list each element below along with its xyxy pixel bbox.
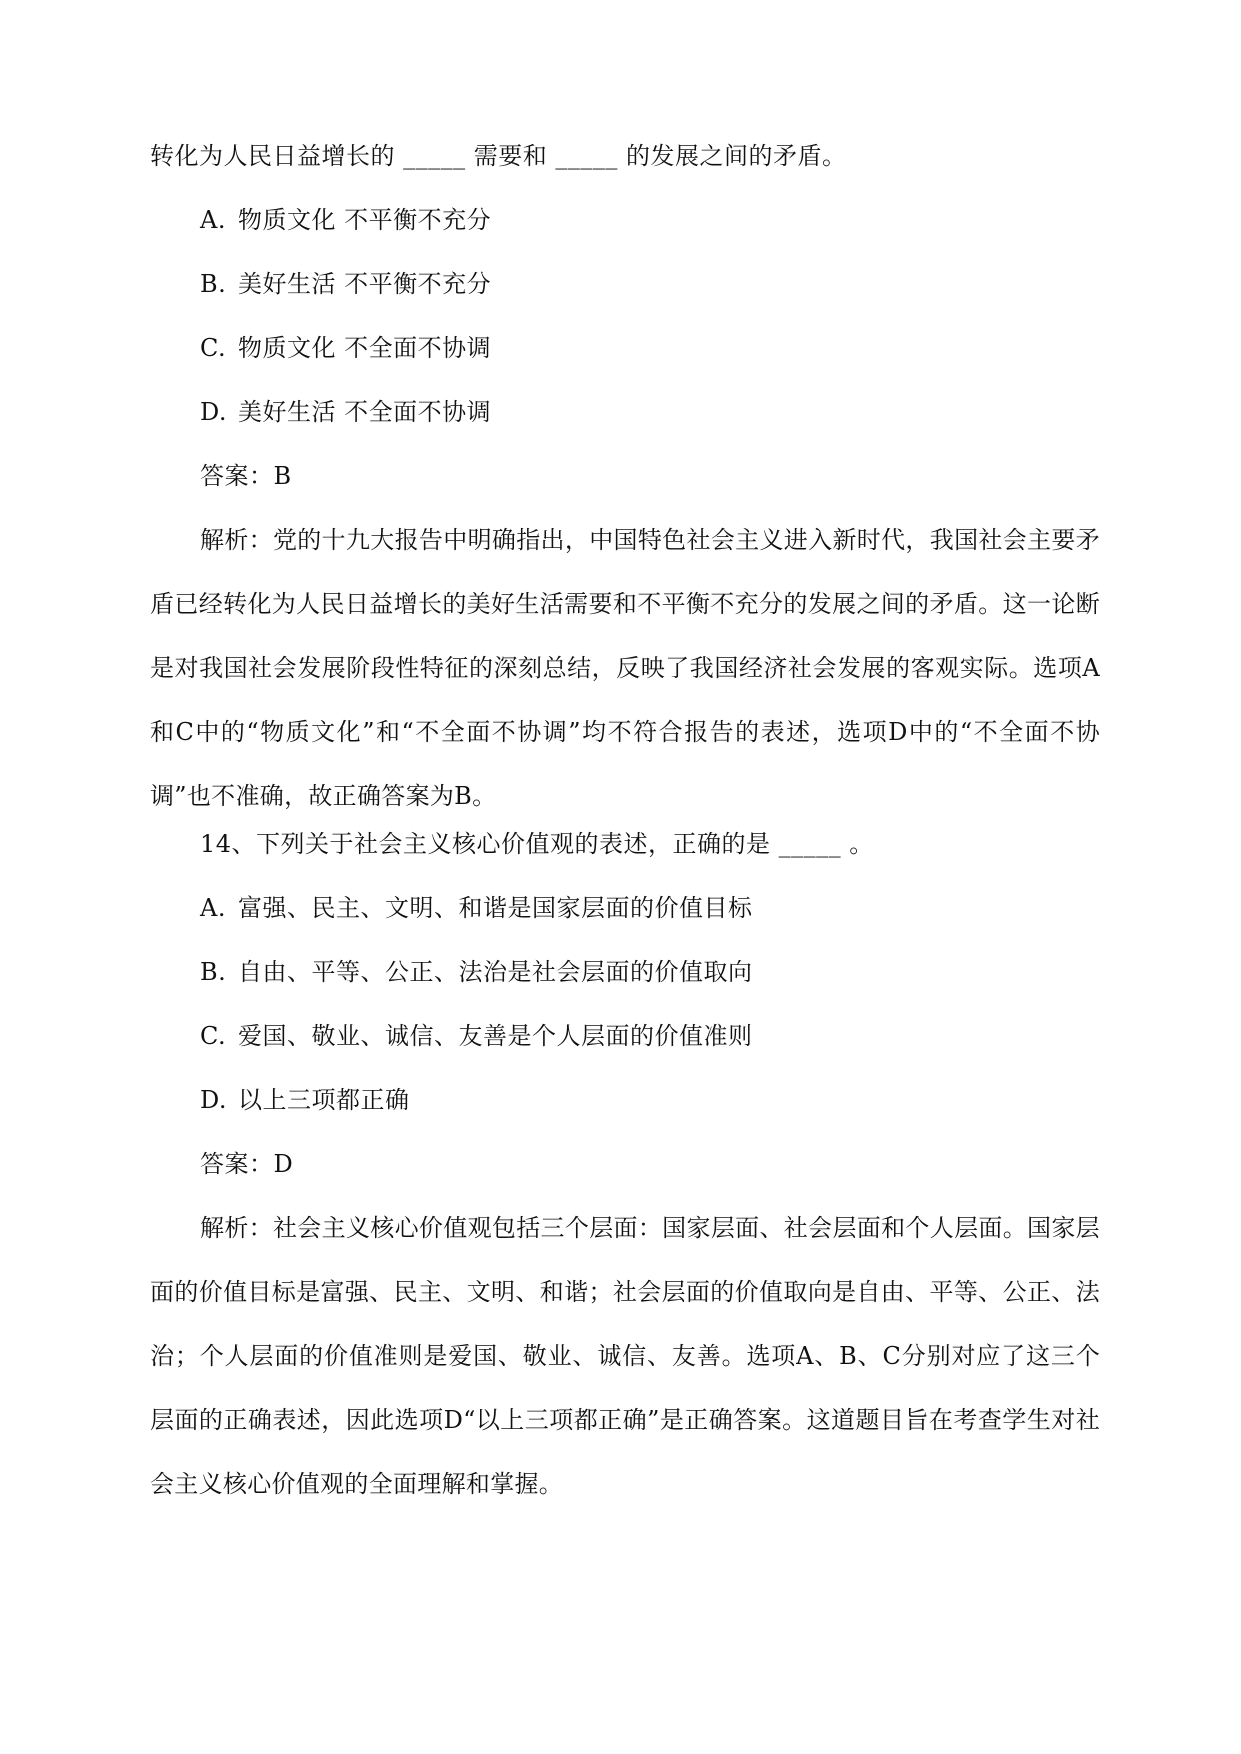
answer-line: 答案：D xyxy=(200,1150,294,1178)
option-text: 美好生活 不全面不协调 xyxy=(238,398,492,426)
option-text: 物质文化 不全面不协调 xyxy=(238,334,492,362)
answer-line: 答案：B xyxy=(200,462,292,490)
option-letter: D. xyxy=(200,1086,228,1114)
question-stem: 14、下列关于社会主义核心价值观的表述，正确的是 _____ 。 xyxy=(200,830,874,858)
option-text: 爱国、敬业、诚信、友善是个人层面的价值准则 xyxy=(238,1022,753,1050)
option-text: 自由、平等、公正、法治是社会层面的价值取向 xyxy=(238,958,753,986)
document-page xyxy=(150,140,1100,1516)
option-b xyxy=(150,268,1100,300)
explanation-paragraph: 解析：党的十九大报告中明确指出，中国特色社会主义进入新时代，我国社会主要矛盾已经转化为人民日益增长的美好生活需要和不平衡不充分的发展之间的矛盾。这一论断是对我国社会发展阶段性特征的深刻总结，反映了我国经济社会发展的客观实际。选项A和C中的“物质文化”和“不全面不协调”均不符合报告的表述，选项D中的“不全面不协调”也不准确，故正确答案为B。 xyxy=(150,526,1100,810)
option-letter: B. xyxy=(200,958,227,986)
option-c xyxy=(150,1020,1100,1052)
question-stem-continuation: 转化为人民日益增长的 _____ 需要和 _____ 的发展之间的矛盾。 xyxy=(150,142,847,170)
option-d xyxy=(150,396,1100,428)
option-letter: A. xyxy=(200,206,226,234)
option-b xyxy=(150,956,1100,988)
option-a xyxy=(150,892,1100,924)
option-letter: C. xyxy=(200,1022,227,1050)
explanation-paragraph: 解析：社会主义核心价值观包括三个层面：国家层面、社会层面和个人层面。国家层面的价值目标是富强、民主、文明、和谐；社会层面的价值取向是自由、平等、公正、法治；个人层面的价值准则是爱国、敬业、诚信、友善。选项A、B、C分别对应了这三个层面的正确表述，因此选项D“以上三项都正确”是正确答案。这道题目旨在考查学生对社会主义核心价值观的全面理解和掌握。 xyxy=(150,1214,1100,1498)
option-text: 以上三项都正确 xyxy=(238,1086,410,1114)
option-letter: A. xyxy=(200,894,226,922)
option-text: 富强、民主、文明、和谐是国家层面的价值目标 xyxy=(238,894,753,922)
option-letter: D. xyxy=(200,398,228,426)
option-c xyxy=(150,332,1100,364)
option-text: 物质文化 不平衡不充分 xyxy=(238,206,492,234)
option-d xyxy=(150,1084,1100,1116)
option-letter: C. xyxy=(200,334,227,362)
option-a xyxy=(150,204,1100,236)
option-text: 美好生活 不平衡不充分 xyxy=(238,270,492,298)
option-letter: B. xyxy=(200,270,227,298)
